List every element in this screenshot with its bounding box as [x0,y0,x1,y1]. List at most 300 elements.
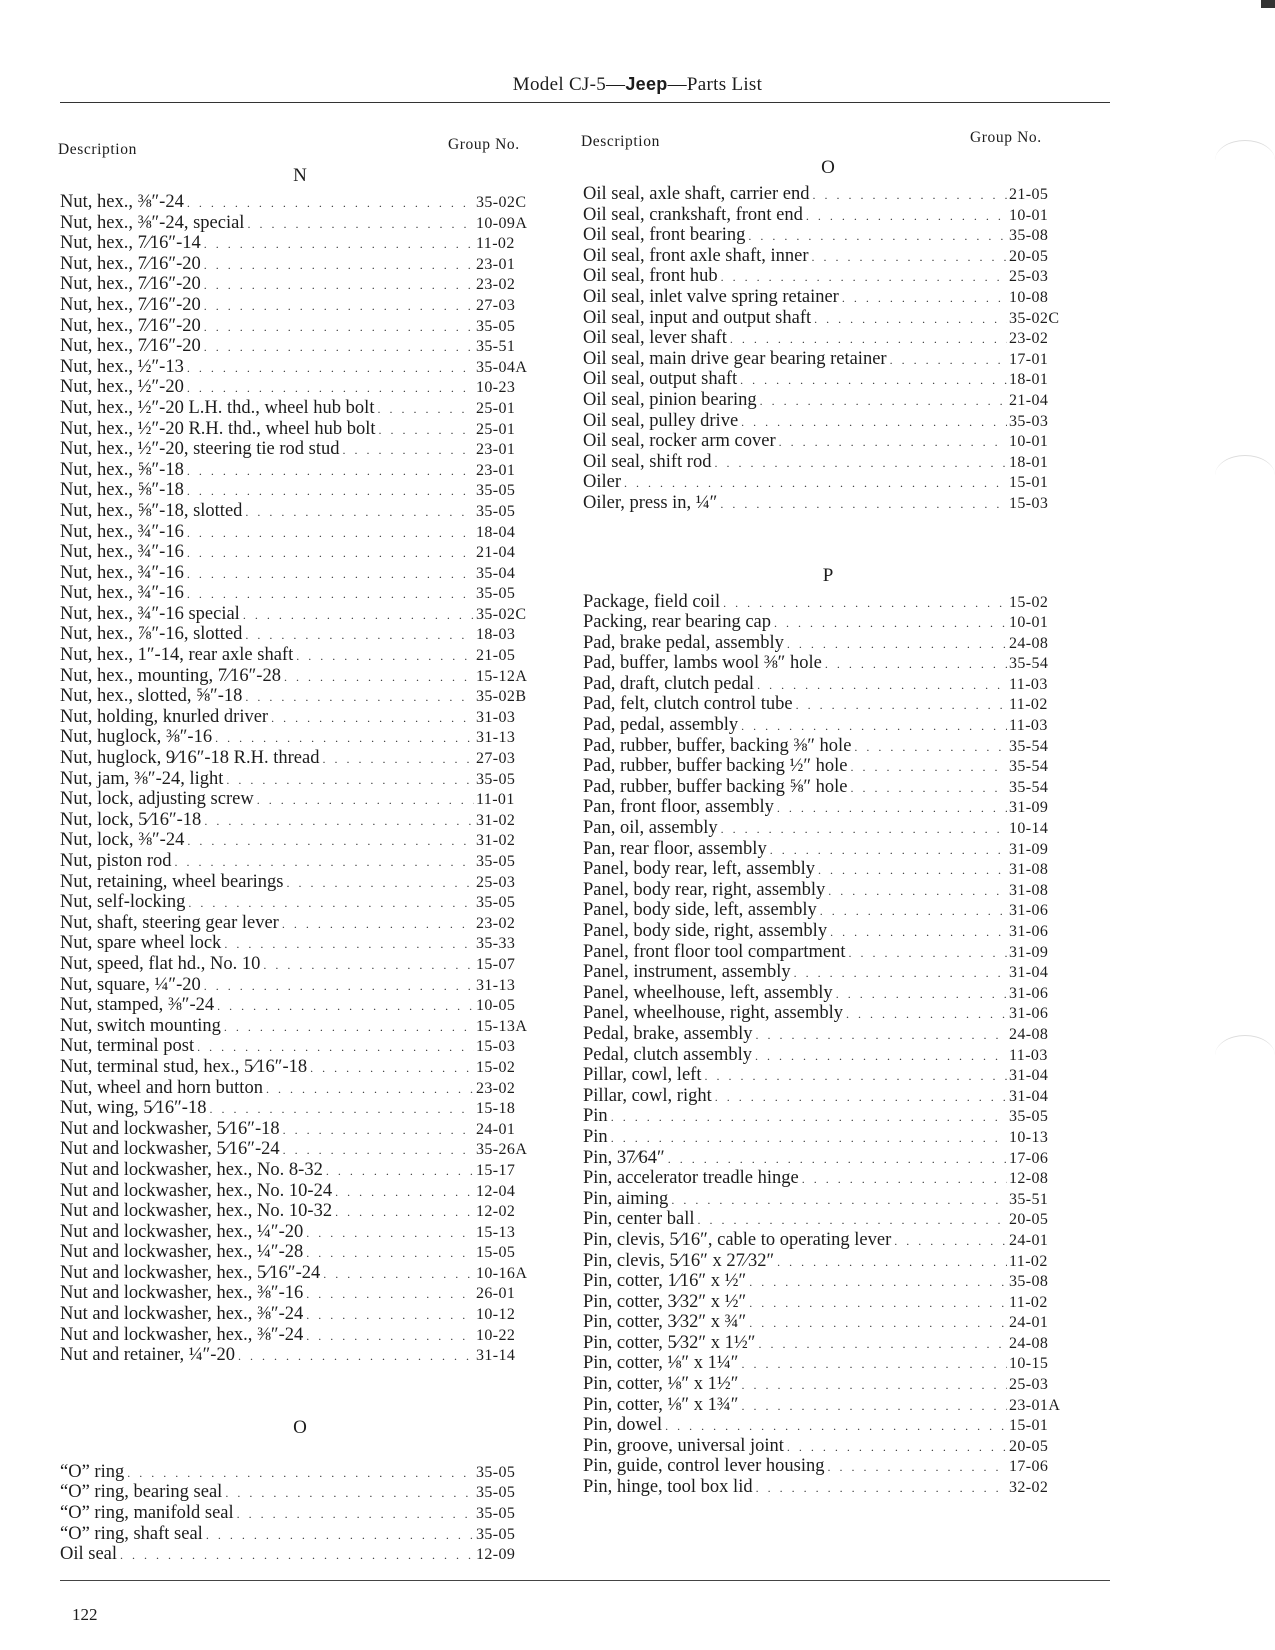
parts-list-row [583,1353,1073,1374]
group-number: 31-09 [1009,943,1049,961]
part-description: Nut, hex., ½″-20, steering tie rod stud [60,439,340,460]
part-description: Nut, hex., 7⁄16″-20 [60,336,201,357]
parts-list-row [60,666,540,687]
dot-leader [849,943,1007,964]
dot-leader [665,1416,1007,1437]
part-description: Panel, body side, right, assembly [583,921,828,941]
parts-list-row [60,1222,540,1243]
parts-list-row [583,369,1073,390]
part-description: Pillar, cowl, right [583,1085,712,1106]
group-number: 15-03 [476,1038,516,1056]
group-number: 31-14 [476,1347,516,1365]
part-description: Pin, groove, universal joint [583,1435,784,1456]
dot-leader [243,605,474,626]
group-number: 35-05 [476,1463,516,1481]
part-description: Nut, hex., ⅝″-18 [60,459,184,480]
dot-leader [721,819,1007,840]
dot-leader [704,1066,1007,1087]
dot-leader [828,1457,1008,1478]
group-number: 15-01 [1009,1417,1049,1435]
part-description: Nut, holding, knurled driver [60,706,269,727]
parts-list-row [583,674,1073,695]
parts-list-row [583,653,1073,674]
dot-leader [326,1161,474,1182]
part-description: “O” ring [60,1461,125,1482]
page-number: 122 [72,1605,98,1624]
dot-leader [755,1046,1007,1067]
parts-list-row [60,480,540,501]
parts-list-row [583,1312,1073,1333]
dot-leader [245,625,474,646]
group-number: 18-03 [476,626,516,644]
part-description: Pin, center ball [583,1209,695,1230]
part-description: Oil seal, crankshaft, front end [583,204,803,225]
footer-rule [60,1580,1110,1581]
part-description: Oil seal, front axle shaft, inner [583,245,809,266]
section-letter-o: O [293,1416,307,1438]
parts-list-row [583,1127,1073,1148]
header-brand: Jeep [625,74,668,94]
part-description: Nut and lockwasher, hex., No. 8-32 [60,1159,323,1180]
parts-list-row [583,287,1073,308]
dot-leader [714,453,1007,474]
dot-leader [894,1231,1007,1252]
part-description: Panel, body side, left, assembly [583,900,817,921]
group-number: 15-07 [476,955,516,973]
part-description: Panel, body rear, right, assembly [583,879,826,900]
dot-leader [813,185,1007,206]
group-number: 31-06 [1009,984,1049,1002]
group-number: 35-51 [476,338,516,356]
parts-list-row [60,583,540,604]
part-description: Oil seal, front bearing [583,225,746,246]
group-number: 35-05 [476,853,516,870]
group-number: 24-08 [1009,1334,1049,1352]
group-number: 31-08 [1009,881,1049,899]
part-description: Nut and lockwasher, hex., No. 10-32 [60,1201,333,1222]
group-number: 35-05 [476,585,516,603]
dot-leader [802,1169,1007,1190]
group-number: 24-01 [1009,1231,1049,1249]
group-number: 31-08 [1009,861,1049,879]
group-number: 15-12A [476,667,528,685]
dot-leader [245,687,474,708]
part-description: Oil seal, rocker arm cover [583,431,776,452]
part-description: Nut, terminal post [60,1036,195,1057]
group-number: 35-54 [1009,655,1049,673]
group-number: 24-01 [1009,1314,1049,1332]
group-number: 35-02C [1009,309,1060,327]
dot-leader [740,370,1007,391]
dot-leader [296,646,474,667]
group-number: 27-03 [476,750,516,768]
parts-list-row [583,983,1073,1004]
group-number: 25-03 [476,873,516,891]
dot-leader [774,613,1007,634]
parts-list-row [60,336,540,357]
part-description: Nut, speed, flat hd., No. 10 [60,953,261,974]
parts-list-row [60,1201,540,1222]
dot-leader [282,914,474,935]
parts-list-row [583,1251,1073,1272]
part-description: Oil seal, pinion bearing [583,389,757,410]
part-description: Nut, spare wheel lock [60,933,222,954]
part-description: Nut, piston rod [60,851,172,871]
page-curl-mark [1215,140,1275,181]
parts-list-row [583,431,1073,452]
parts-list-row [60,913,540,934]
group-number: 17-01 [1009,350,1049,368]
dot-leader [720,494,1007,515]
parts-list-row [60,1098,540,1119]
parts-list-row [60,933,540,954]
dot-leader [245,502,474,523]
part-description: Nut and lockwasher, hex., No. 10-24 [60,1180,333,1201]
part-description: Nut, huglock, ⅜″-16 [60,727,213,748]
parts-list-row [583,797,1073,818]
group-number: 31-04 [1009,1067,1049,1085]
dot-leader [741,1375,1007,1396]
part-description: Panel, wheelhouse, left, assembly [583,982,833,1003]
group-number: 31-03 [476,708,516,726]
dot-leader [215,728,474,749]
group-number: 17-06 [1009,1149,1049,1167]
part-description: Panel, front floor tool compartment [583,941,846,962]
part-description: Pad, rubber, buffer, backing ⅜″ hole [583,735,852,756]
dot-leader [187,358,474,379]
part-description: Nut, hex., ⅝″-18 [60,480,184,501]
dot-leader [777,1252,1007,1273]
dot-leader [749,1272,1007,1293]
dot-leader [187,461,474,482]
dot-leader [187,378,474,399]
header-suffix: —Parts List [667,74,763,95]
parts-list-row [583,1189,1073,1210]
dot-leader [779,432,1007,453]
dot-leader [225,1483,474,1504]
dot-leader [217,996,474,1017]
dot-leader [825,654,1007,675]
dot-leader [322,749,474,770]
dot-leader [127,1463,474,1484]
group-number: 15-13A [476,1017,528,1035]
right-column [583,152,1073,1498]
part-description: Nut and lockwasher, 5⁄16″-24 [60,1139,280,1160]
dot-leader [209,1099,474,1120]
group-number: 25-01 [476,420,516,438]
parts-list-row [60,1544,540,1565]
dot-leader [814,309,1007,330]
part-description: “O” ring, manifold seal [60,1503,234,1524]
dot-leader [730,329,1007,350]
part-description: Pad, rubber, buffer backing ⅝″ hole [583,776,848,797]
dot-leader [787,634,1007,655]
parts-list-row [583,266,1073,287]
part-description: Oil seal, lever shaft [583,328,727,349]
parts-list-row [583,756,1073,777]
parts-list-row [60,872,540,893]
group-number: 35-05 [476,1505,516,1523]
group-number: 35-02C [476,194,527,211]
group-number: 10-13 [1009,1128,1049,1146]
parts-list-row [60,604,540,625]
part-description: Nut, hex., ½″-13 [60,356,184,377]
left-column [60,160,540,1565]
dot-leader [828,881,1007,902]
parts-list-row [60,748,540,769]
part-description: Pedal, brake, assembly [583,1023,753,1044]
group-number: 10-16A [476,1264,528,1282]
group-number: 35-03 [1009,412,1049,430]
dot-leader [377,399,474,420]
page-curl-mark [1215,1035,1275,1076]
parts-list-row [60,810,540,831]
part-description: Nut, wheel and horn button [60,1077,263,1098]
group-number: 26-01 [476,1285,516,1303]
part-description: Oil seal, output shaft [583,369,738,390]
dot-leader [335,1182,474,1203]
parts-list-row [60,707,540,728]
part-description: Nut, retaining, wheel bearings [60,871,284,892]
parts-list-row [583,411,1073,432]
parts-list-row [583,942,1073,963]
part-description: Nut, square, ¼″-20 [60,974,201,995]
group-number: 31-04 [1009,1087,1049,1105]
parts-list-row [60,1345,540,1366]
parts-list-row [60,1139,540,1160]
parts-list-row [60,1304,540,1325]
group-number: 23-01 [476,461,516,479]
group-number: 12-08 [1009,1170,1049,1188]
dot-leader [206,1525,474,1546]
dot-leader [611,1107,1007,1128]
parts-list-row [583,1374,1073,1395]
part-description: Oil seal, pulley drive [583,410,739,431]
parts-list-row [583,308,1073,329]
dot-leader [741,1354,1007,1375]
right-group-heading: Group No. [970,129,1042,146]
group-number: 35-08 [1009,227,1049,245]
group-number: 31-09 [1009,840,1049,858]
parts-list-row [583,390,1073,411]
part-description: Nut, hex., ¾″-16 [60,542,184,563]
parts-list-row [583,921,1073,942]
part-description: Pin, clevis, 5⁄16″, cable to operating lever [583,1229,892,1250]
part-description: Nut, hex., ¾″-16 [60,521,184,542]
part-description: Pin, cotter, ⅛″ x 1¾″ [583,1394,739,1415]
part-description: Pin, cotter, 3⁄32″ x ½″ [583,1291,747,1312]
group-number: 31-06 [1009,902,1049,920]
part-description: Pin, 37⁄64″ [583,1147,665,1168]
group-number: 35-33 [476,935,516,953]
dot-leader [697,1210,1007,1231]
left-description-heading: Description [58,141,137,158]
dot-leader [310,1058,474,1079]
part-description: Nut, hex., ⅞″-16, slotted [60,624,243,645]
group-number: 18-04 [476,523,516,541]
dot-leader [854,737,1007,758]
group-number: 15-02 [476,1058,516,1076]
group-number: 32-02 [1009,1479,1049,1497]
parts-list-row [583,1065,1073,1086]
part-description: Pan, front floor, assembly [583,797,774,818]
group-number: 35-05 [476,317,516,335]
corner-mark [1261,0,1275,8]
group-number: 18-01 [1009,371,1049,389]
parts-list-row [60,1016,540,1037]
dot-leader [238,1346,474,1367]
part-description: Nut, hex., slotted, ⅝″-18 [60,686,243,707]
group-number: 21-04 [476,544,516,562]
dot-leader [224,934,474,955]
part-description: Pin, hinge, tool box lid [583,1477,753,1498]
dot-leader [224,1017,474,1038]
group-number: 11-03 [1009,675,1048,693]
dot-leader [306,1326,474,1347]
dot-leader [306,1243,474,1264]
group-number: 10-01 [1009,206,1049,224]
group-number: 35-08 [1009,1273,1049,1291]
dot-leader [306,1305,474,1326]
group-number: 25-01 [476,399,516,417]
parts-list-row [583,1415,1073,1436]
dot-leader [749,1293,1007,1314]
part-description: Pin, guide, control lever housing [583,1456,825,1477]
group-number: 15-17 [476,1161,516,1179]
parts-list-row [583,1271,1073,1292]
part-description: Pad, pedal, assembly [583,715,739,736]
part-description: Oil seal, front hub [583,266,718,287]
parts-list-row [60,1503,540,1524]
parts-list-row [583,818,1073,839]
dot-leader [757,675,1007,696]
part-description: Nut, lock, adjusting screw [60,789,254,810]
parts-list-row [60,439,540,460]
dot-leader [820,901,1007,922]
parts-list-row [60,1181,540,1202]
parts-list-row [60,624,540,645]
group-number: 12-04 [476,1182,516,1200]
parts-list-row [60,1242,540,1263]
group-number: 10-23 [476,379,516,397]
dot-leader [343,440,474,461]
dot-leader [204,976,474,997]
group-number: 11-01 [476,791,515,809]
dot-leader [187,543,474,564]
part-description: Nut, hex., ½″-20 R.H. thd., wheel hub bolt [60,418,376,439]
dot-leader [286,873,474,894]
parts-list-row [60,1482,540,1503]
part-description: Nut and lockwasher, hex., 5⁄16″-24 [60,1262,321,1283]
dot-leader [756,1025,1007,1046]
dot-leader [306,1284,474,1305]
group-number: 10-01 [1009,614,1049,632]
group-number: 24-01 [476,1120,516,1138]
parts-list-row [60,295,540,316]
dot-leader [335,1202,474,1223]
part-description: Pin, dowel [583,1415,663,1436]
parts-list-row [583,1003,1073,1024]
group-number: 35-04 [476,564,516,582]
part-description: Nut, self-locking [60,892,186,913]
parts-list-row [60,522,540,543]
group-number: 10-08 [1009,288,1049,306]
part-description: Package, field coil [583,591,721,612]
dot-leader [846,1004,1007,1025]
parts-list-row [60,1119,540,1140]
part-description: Pin, cotter, 5⁄32″ x 1½″ [583,1332,756,1353]
group-number: 35-54 [1009,758,1049,776]
part-description: Oil seal, inlet valve spring retainer [583,286,839,307]
group-number: 35-54 [1009,737,1049,755]
dot-leader [226,770,474,791]
group-number: 23-01 [476,441,516,459]
part-description: Nut, hex., ⅝″-18, slotted [60,500,243,521]
group-number: 23-01A [1009,1396,1061,1414]
part-description: Nut, hex., ½″-20 L.H. thd., wheel hub bolt [60,397,375,418]
part-description: Nut, hex., 7⁄16″-20 [60,315,201,336]
parts-list-row [583,1333,1073,1354]
group-number: 27-03 [476,296,516,314]
parts-list-row [583,880,1073,901]
parts-list-row [60,213,540,234]
dot-leader [204,234,474,255]
parts-list-row [583,452,1073,473]
dot-leader [741,412,1007,433]
group-number: 24-08 [1009,634,1049,652]
group-number: 15-05 [476,1244,516,1262]
part-description: Pan, oil, assembly [583,818,718,839]
group-number: 31-04 [1009,964,1049,982]
part-description: Panel, wheelhouse, right, assembly [583,1003,843,1024]
parts-list-row [60,1160,540,1181]
part-description: Pin [583,1126,608,1147]
group-number: 20-05 [1009,247,1049,265]
dot-leader [187,584,474,605]
group-number: 25-03 [1009,1376,1049,1394]
group-number: 15-01 [1009,474,1049,492]
part-description: Nut and lockwasher, hex., ⅜″-16 [60,1283,304,1304]
group-number: 10-22 [476,1326,516,1344]
part-description: Nut, shaft, steering gear lever [60,912,279,933]
parts-list-row [583,612,1073,633]
part-description: Nut, huglock, 9⁄16″-18 R.H. thread [60,748,320,769]
group-number: 11-02 [1009,1252,1048,1270]
dot-leader [188,893,474,914]
part-description: Pedal, clutch assembly [583,1044,753,1065]
dot-leader [760,391,1007,412]
dot-leader [818,860,1007,881]
dot-leader [770,840,1007,861]
parts-list-row [60,1263,540,1284]
parts-list-row [60,1325,540,1346]
part-description: Nut and retainer, ¼″-20 [60,1345,235,1366]
part-description: Nut and lockwasher, hex., ¼″-28 [60,1242,304,1263]
part-description: Panel, instrument, assembly [583,962,791,983]
dot-leader [197,1037,474,1058]
group-number: 21-05 [476,647,516,665]
parts-list-row [60,769,540,790]
parts-list-row [60,645,540,666]
group-number: 20-05 [1009,1211,1049,1229]
parts-list-row [583,1024,1073,1045]
parts-list-row [583,246,1073,267]
part-description: Nut, hex., 7⁄16″-14 [60,233,201,254]
dot-leader [257,790,474,811]
part-description: Nut, lock, 5⁄16″-18 [60,809,202,830]
group-number: 35-02C [476,605,527,623]
parts-list-row [583,1209,1073,1230]
